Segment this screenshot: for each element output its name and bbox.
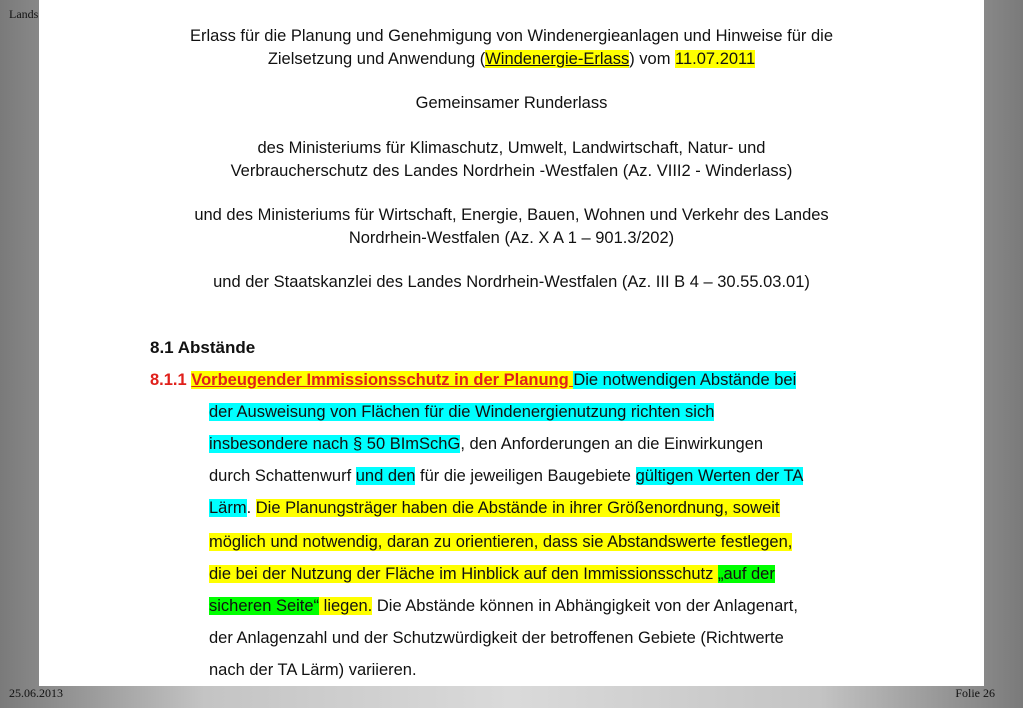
paragraph-text: , den Anforderungen an die Einwirkungen [460,435,764,453]
paragraph-line-8 [209,595,798,617]
paragraph-text: sicheren Seite“ [209,597,320,615]
header-fragment-text: Lands [9,7,39,21]
slide-number: Folie 26 [955,686,995,700]
document-title-line-2 [39,48,984,70]
document-title-line-1: Erlass für die Planung und Genehmigung von Windenergieanlagen und Hinweise für die [190,27,833,45]
section-heading: 8.1 Abstände [150,338,256,357]
paragraph-line-5 [209,497,780,519]
paragraph-text: die bei der Nutzung der Fläche im Hinblick auf den Immissionsschutz [209,565,718,583]
subtitle: Gemeinsamer Runderlass [415,94,608,112]
paragraph-text: Die notwendigen Abstände bei [573,371,797,389]
ministry-1-line-1: des Ministeriums für Klimaschutz, Umwelt, Landwirtschaft, Natur- und [257,139,766,157]
paragraph-line-7 [209,563,775,585]
paragraph-text: und den [355,467,416,485]
title-text-prefix: Zielsetzung und Anwendung ( [267,50,486,68]
paragraph-line-3 [209,433,763,455]
paragraph-line-9: der Anlagenzahl und der Schutzwürdigkeit der betroffenen Gebiete (Richtwerte [209,629,784,647]
chancellery-line: und der Staatskanzlei des Landes Nordrhein-Westfalen (Az. III B 4 – 30.55.03.01) [213,273,810,291]
ministry-1-line-2: Verbraucherschutz des Landes Nordrhein -Westfalen (Az. VIII2 - Winderlass) [230,162,793,180]
windenergie-erlass-link[interactable]: Windenergie-Erlass [485,50,630,68]
title-text-mid: ) vom [629,50,676,68]
slide-page [39,0,984,686]
paragraph-text: Lärm [209,499,247,517]
paragraph-line-10: nach der TA Lärm) variieren. [209,661,417,679]
paragraph-text: insbesondere nach § 50 BImSchG [209,435,461,453]
paragraph-line-6 [209,531,792,553]
paragraph-text: gültigen Werten der TA [635,467,804,485]
paragraph-line-4 [209,465,803,487]
paragraph-text: Die Abstände können in Abhängigkeit von der Anlagenart, [372,597,798,615]
paragraph-text: für die jeweiligen Baugebiete [415,467,636,485]
paragraph-text: durch Schattenwurf [209,467,356,485]
title-date: 11.07.2011 [675,50,756,68]
paragraph-text: möglich und notwendig, daran zu orientieren, dass sie Abstandswerte festlegen, [209,533,793,551]
subsection-line-1 [150,369,796,391]
subsection-number: 8.1.1 [150,371,192,389]
paragraph-text: Die Planungsträger haben die Abstände in ihrer Größenordnung, soweit [255,499,780,517]
ministry-2-line-2: Nordrhein-Westfalen (Az. X A 1 – 901.3/202) [348,229,675,247]
paragraph-text: „auf der [717,565,775,583]
paragraph-line-2 [209,401,714,423]
subsection-title: Vorbeugender Immissionsschutz in der Planung [191,371,574,389]
ministry-2-line-1: und des Ministeriums für Wirtschaft, Energie, Bauen, Wohnen und Verkehr des Landes [194,206,829,224]
paragraph-text: der Ausweisung von Flächen für die Windenergienutzung richten sich [209,403,715,421]
paragraph-text: liegen. [319,597,373,615]
paragraph-text: . [246,499,256,517]
slide-date: 25.06.2013 [9,686,63,700]
